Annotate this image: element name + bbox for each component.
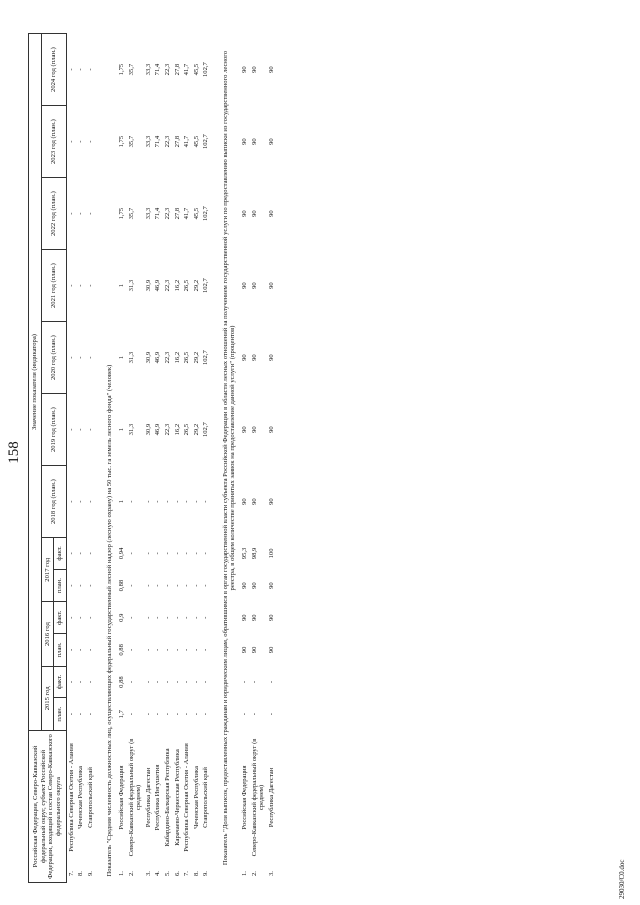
value-cell: -	[144, 713, 152, 716]
value-cell: 0,88	[118, 579, 126, 592]
value-cell: 90	[240, 282, 248, 289]
value-cell: 98,9	[250, 547, 258, 560]
table-header	[29, 34, 67, 883]
value-cell: 102,7	[202, 62, 210, 77]
plan-2017-header: план.	[54, 569, 67, 602]
value-cell: 16,2	[173, 279, 181, 292]
value-cell: 102,7	[202, 278, 210, 294]
value-cell: -	[154, 648, 162, 651]
value-cell: -	[192, 584, 200, 587]
value-cell: 95,3	[240, 547, 248, 560]
indicator-table	[28, 33, 284, 883]
value-cell: -	[86, 616, 94, 619]
value-cell: -	[192, 680, 200, 684]
region-name: Российская Федерация	[240, 765, 248, 830]
region-name: Республика Дагестан	[144, 767, 152, 828]
value-cell: -	[127, 648, 135, 651]
value-cell: 90	[267, 646, 275, 654]
value-cell: 22,3	[163, 63, 171, 76]
value-cell: 90	[250, 282, 258, 289]
row-number: 7.	[67, 871, 75, 876]
value-cell: -	[67, 616, 75, 619]
value-cell: 35,7	[127, 135, 135, 148]
value-cell: -	[202, 584, 210, 587]
table-row	[144, 34, 154, 883]
value-cell: -	[86, 500, 94, 503]
value-cell: 90	[240, 138, 248, 145]
value-cell: -	[86, 140, 94, 143]
value-cell: 27,8	[173, 63, 181, 76]
value-cell: -	[67, 680, 75, 684]
value-cell: -	[77, 584, 85, 587]
value-cell: -	[192, 713, 200, 716]
fact-2015-header: факт.	[54, 666, 67, 698]
value-cell: 100	[267, 548, 275, 559]
value-cell: -	[173, 584, 181, 587]
value-cell: 22,3	[163, 135, 171, 148]
value-cell: 90	[267, 138, 275, 145]
table-row	[76, 34, 86, 883]
value-cell: 26,5	[183, 423, 191, 436]
year-2020-header: 2020 год (план.)	[41, 322, 66, 394]
value-cell: 46,9	[154, 279, 162, 292]
value-cell: -	[144, 500, 152, 503]
value-cell: 35,7	[127, 63, 135, 76]
row-number: 3.	[144, 871, 152, 876]
value-cell: 90	[240, 66, 248, 73]
value-cell: -	[163, 680, 171, 684]
gap-cell	[276, 34, 284, 883]
value-cell: 102,7	[202, 350, 210, 366]
value-cell: 90	[240, 646, 248, 654]
value-cell: -	[67, 212, 75, 215]
value-cell: 90	[267, 282, 275, 289]
value-cell: 16,2	[173, 423, 181, 436]
region-name: Чеченская Республика	[77, 766, 85, 829]
section-gap	[95, 34, 103, 883]
value-cell: -	[202, 713, 210, 716]
value-cell: 41,7	[183, 207, 191, 220]
value-cell: -	[77, 648, 85, 651]
value-cell: 33,3	[144, 207, 152, 220]
value-cell: -	[86, 428, 94, 431]
value-cell: -	[173, 680, 181, 684]
value-cell: 41,7	[183, 135, 191, 148]
row-number: 1.	[240, 871, 248, 876]
table-row	[173, 34, 183, 883]
value-cell: -	[163, 584, 171, 587]
region-name: Ставропольский край	[202, 767, 210, 828]
value-cell: 90	[250, 646, 258, 654]
value-cell: -	[127, 552, 135, 555]
value-cell: 27,8	[173, 207, 181, 220]
region-name: Республика Северная Осетия - Алания	[67, 743, 75, 852]
value-cell: 90	[240, 498, 248, 505]
value-cell: -	[127, 713, 135, 716]
value-cell: 71,4	[154, 63, 162, 76]
year-2022-header: 2022 год (план.)	[41, 178, 66, 250]
value-cell: -	[250, 713, 258, 716]
year-2023-header: 2023 год (план.)	[41, 106, 66, 178]
row-number: 7.	[183, 871, 191, 876]
value-cell: 33,3	[144, 135, 152, 148]
row-number: 1.	[118, 871, 126, 876]
value-cell: 1,75	[118, 207, 126, 220]
value-cell: -	[173, 616, 181, 619]
value-cell: -	[163, 648, 171, 651]
table-row	[250, 34, 267, 883]
year-2015-header: 2015 год	[41, 666, 54, 730]
value-cell: 1	[118, 499, 126, 504]
value-cell: -	[86, 552, 94, 555]
value-cell: -	[67, 284, 75, 287]
value-cell: -	[163, 616, 171, 619]
value-cell: -	[183, 616, 191, 619]
value-cell: 90	[240, 582, 248, 589]
value-cell: 30,9	[144, 351, 152, 364]
value-cell: 26,5	[183, 279, 191, 292]
value-cell: 1	[118, 355, 126, 360]
value-cell: -	[77, 356, 85, 359]
value-cell: -	[202, 500, 210, 503]
value-cell: 26,5	[183, 351, 191, 364]
value-cell: -	[192, 500, 200, 503]
value-cell: 22,3	[163, 351, 171, 364]
row-number: 4.	[154, 871, 162, 876]
value-cell: -	[86, 648, 94, 651]
value-cell: -	[267, 713, 275, 716]
region-name: Кабардино-Балкарская Республика	[163, 748, 171, 847]
value-cell: -	[154, 713, 162, 716]
value-cell: 31,3	[127, 279, 135, 292]
value-cell: 22,3	[163, 423, 171, 436]
year-2021-header: 2021 год (план.)	[41, 250, 66, 322]
value-cell: -	[173, 713, 181, 716]
value-cell: 90	[250, 354, 258, 361]
value-cell: 1,75	[118, 135, 126, 148]
table-row	[86, 34, 96, 883]
region-name: Ставропольский край	[86, 767, 94, 828]
value-cell: -	[77, 500, 85, 503]
value-cell: -	[77, 713, 85, 716]
table-row	[153, 34, 163, 883]
value-cell: -	[67, 713, 75, 716]
value-cell: -	[144, 680, 152, 684]
value-cell: 90	[267, 210, 275, 217]
value-cell: 90	[267, 354, 275, 361]
indicator-title-text: Показатель "Средняя численность должностных лиц, осуществляющих федеральный государственный лесной надзор (лесную охрану) на 50 тыс. га земель лесного фонда" (человек)	[106, 364, 114, 877]
value-cell: 29,2	[192, 423, 200, 436]
row-number: 8.	[192, 871, 200, 876]
document-footer: 29030/C0.doc	[618, 859, 626, 899]
gap-cell	[95, 34, 103, 883]
value-cell: -	[173, 648, 181, 651]
fact-2016-header: факт.	[54, 602, 67, 634]
value-cell: -	[67, 584, 75, 587]
value-cell: 0,94	[118, 547, 126, 560]
value-cell: -	[77, 552, 85, 555]
section-gap	[211, 34, 219, 883]
value-cell: -	[183, 648, 191, 651]
value-cell: -	[144, 552, 152, 555]
value-cell: -	[77, 616, 85, 619]
value-cell: -	[154, 680, 162, 684]
value-cell: 31,3	[127, 423, 135, 436]
value-cell: -	[86, 584, 94, 587]
value-cell: -	[67, 648, 75, 651]
region-name: Чеченская Республика	[192, 766, 200, 829]
value-cell: 30,9	[144, 423, 152, 436]
value-cell: -	[154, 552, 162, 555]
table-row	[192, 34, 202, 883]
value-cell: -	[202, 616, 210, 619]
value-cell: -	[86, 284, 94, 287]
value-cell: 90	[267, 66, 275, 73]
region-name: Карачаево-Черкесская Республика	[173, 749, 181, 846]
value-cell: 102,7	[202, 206, 210, 222]
value-cell: -	[77, 284, 85, 287]
value-cell: 45,5	[192, 135, 200, 148]
value-cell: -	[144, 648, 152, 651]
table-row	[201, 34, 211, 883]
value-cell: 90	[240, 426, 248, 433]
value-cell: -	[77, 212, 85, 215]
value-cell: -	[127, 680, 135, 684]
region-name: Северо-Кавказский федеральный округ (в среднем)	[250, 738, 266, 857]
value-cell: 90	[267, 498, 275, 505]
value-cell: -	[192, 648, 200, 651]
value-cell: 29,2	[192, 279, 200, 292]
value-cell: -	[240, 713, 248, 716]
value-cell: 0,9	[118, 613, 126, 622]
row-number: 8.	[77, 871, 85, 876]
value-cell: -	[77, 680, 85, 684]
year-2024-header: 2024 год (план.)	[41, 34, 66, 106]
table-row	[66, 34, 76, 883]
value-cell: -	[163, 552, 171, 555]
value-cell: 46,9	[154, 351, 162, 364]
value-cell: 1	[118, 283, 126, 288]
value-cell: -	[183, 584, 191, 587]
row-number: 6.	[173, 871, 181, 876]
value-cell: 90	[267, 426, 275, 433]
value-cell: 90	[267, 582, 275, 589]
value-cell: -	[144, 616, 152, 619]
row-number: 3.	[267, 871, 275, 876]
table-body	[66, 34, 284, 883]
indicator-group-header: Значение показателя (индикатора)	[29, 34, 42, 731]
value-cell: 0,88	[118, 676, 126, 688]
value-cell: 90	[240, 210, 248, 217]
indicator-section-title	[219, 34, 240, 883]
row-number: 9.	[202, 871, 210, 876]
year-2019-header: 2019 год (план.)	[41, 394, 66, 466]
table-row	[240, 34, 250, 883]
year-2017-header: 2017 год	[41, 538, 54, 602]
table-row	[127, 34, 144, 883]
value-cell: 45,5	[192, 207, 200, 220]
value-cell: -	[127, 616, 135, 619]
value-cell: 90	[240, 354, 248, 361]
value-cell: -	[67, 500, 75, 503]
table-row	[267, 34, 277, 883]
indicator-title-text: Показатель "Доля выписок, предоставленных гражданам и юридическим лицам, обратившимся в орган государственной власти субъекта Российской Федерации в области лесных отношений за получением государственной услуги по предоставлению выписки из государственного лесного реестра, в общем количестве принятых заявок на предоставление данной услуги" (процентов)	[221, 50, 237, 866]
region-name: Республика Ингушетия	[154, 764, 162, 831]
value-cell: -	[163, 713, 171, 716]
value-cell: 33,3	[144, 63, 152, 76]
region-name: Республика Северная Осетия - Алания	[183, 743, 191, 852]
section-gap	[276, 34, 284, 883]
value-cell: 90	[250, 426, 258, 433]
value-cell: 41,7	[183, 63, 191, 76]
region-name: Республика Дагестан	[267, 767, 275, 828]
value-cell: -	[127, 500, 135, 503]
value-cell: -	[67, 428, 75, 431]
value-cell: -	[77, 68, 85, 71]
value-cell: 90	[250, 210, 258, 217]
table-row	[117, 34, 127, 883]
region-name: Российская Федерация	[118, 765, 126, 830]
value-cell: -	[86, 356, 94, 359]
value-cell: 90	[250, 138, 258, 145]
value-cell: -	[173, 552, 181, 555]
value-cell: -	[144, 584, 152, 587]
indicator-section-title	[103, 34, 117, 883]
value-cell: 1,7	[118, 710, 126, 719]
value-cell: -	[77, 428, 85, 431]
value-cell: -	[183, 713, 191, 716]
value-cell: 71,4	[154, 135, 162, 148]
row-number: 2.	[250, 871, 258, 876]
value-cell: 31,3	[127, 351, 135, 364]
value-cell: -	[127, 584, 135, 587]
value-cell: 27,8	[173, 135, 181, 148]
value-cell: -	[67, 140, 75, 143]
value-cell: -	[163, 500, 171, 503]
plan-2015-header: план.	[54, 698, 67, 731]
value-cell: -	[154, 616, 162, 619]
value-cell: 90	[250, 582, 258, 589]
value-cell: 16,2	[173, 351, 181, 364]
value-cell: -	[154, 584, 162, 587]
value-cell: -	[86, 68, 94, 71]
value-cell: -	[192, 552, 200, 555]
value-cell: 1,75	[118, 63, 126, 76]
value-cell: -	[86, 212, 94, 215]
value-cell: -	[202, 648, 210, 651]
value-cell: -	[67, 356, 75, 359]
value-cell: 1	[118, 427, 126, 432]
value-cell: -	[183, 680, 191, 684]
region-name: Северо-Кавказский федеральный округ (в среднем)	[127, 738, 143, 857]
value-cell: -	[183, 552, 191, 555]
table-row	[163, 34, 173, 883]
value-cell: 35,7	[127, 207, 135, 220]
year-2018-header: 2018 год (план.)	[41, 466, 66, 538]
row-number: 2.	[127, 871, 135, 876]
value-cell: 102,7	[202, 134, 210, 150]
value-cell: -	[67, 68, 75, 71]
value-cell: 90	[267, 614, 275, 622]
fact-2017-header: факт.	[54, 538, 67, 570]
gap-cell	[211, 34, 219, 883]
value-cell: 90	[250, 498, 258, 505]
year-2016-header: 2016 год	[41, 602, 54, 666]
value-cell: -	[154, 500, 162, 503]
value-cell: -	[202, 680, 210, 684]
value-cell: 46,9	[154, 423, 162, 436]
value-cell: -	[202, 552, 210, 555]
value-cell: 90	[240, 614, 248, 622]
value-cell: -	[86, 680, 94, 684]
value-cell: 22,3	[163, 207, 171, 220]
table-row	[182, 34, 192, 883]
value-cell: 22,3	[163, 279, 171, 292]
value-cell: -	[77, 140, 85, 143]
value-cell: -	[240, 680, 248, 684]
value-cell: 30,9	[144, 279, 152, 292]
value-cell: -	[250, 680, 258, 684]
value-cell: -	[183, 500, 191, 503]
value-cell: -	[86, 713, 94, 716]
value-cell: 0,88	[118, 644, 126, 656]
value-cell: 29,2	[192, 351, 200, 364]
row-number: 9.	[86, 871, 94, 876]
value-cell: -	[192, 616, 200, 619]
value-cell: 90	[250, 614, 258, 622]
plan-2016-header: план.	[54, 634, 67, 667]
value-cell: 45,5	[192, 63, 200, 76]
value-cell: 71,4	[154, 207, 162, 220]
page-number: 158	[6, 441, 22, 464]
value-cell: -	[173, 500, 181, 503]
value-cell: -	[267, 680, 275, 684]
value-cell: 90	[250, 66, 258, 73]
value-cell: 102,7	[202, 422, 210, 438]
region-column-header: Российская Федерация, Северо-Кавказский федеральный округ, субъект Российской Федерации, входящий в состав Северо-Кавказского федерального округа	[29, 731, 67, 883]
value-cell: -	[67, 552, 75, 555]
row-number: 5.	[163, 871, 171, 876]
